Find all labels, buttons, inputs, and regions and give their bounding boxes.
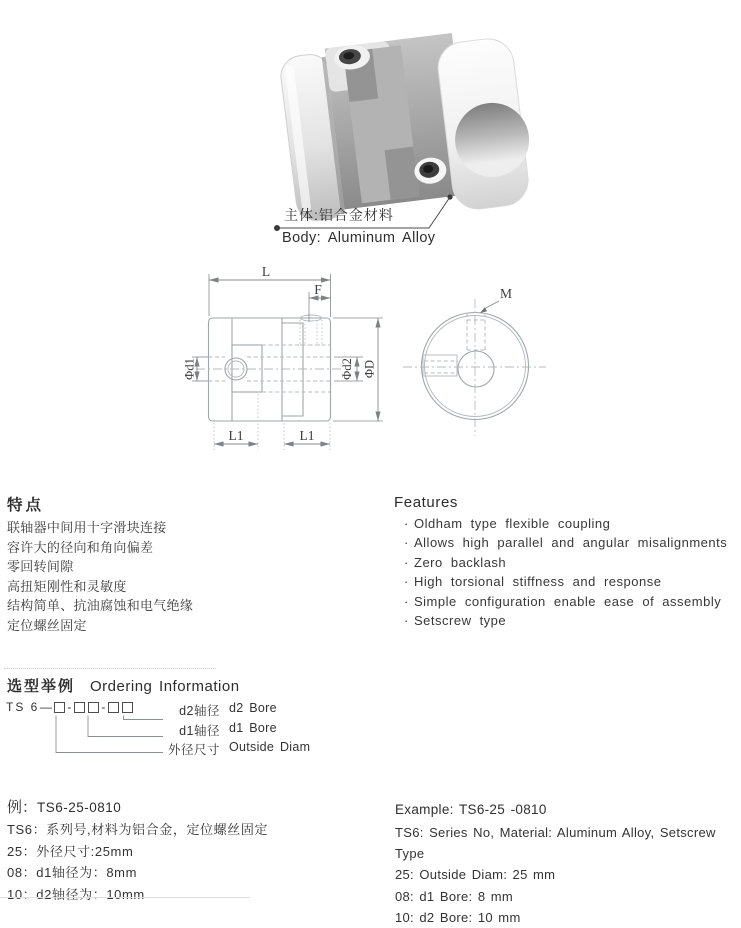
dim-label-D: ΦD — [362, 359, 377, 379]
body-material-label-en: Body: Aluminum Alloy — [282, 230, 436, 246]
example-title-en: Example: TS6-25 -0810 — [395, 802, 547, 817]
feature-item-en: · Oldham type flexible coupling — [404, 514, 727, 533]
series-prefix: TS 6 — [6, 700, 40, 714]
dim-label-F: F — [314, 282, 322, 297]
body-material-label-zh: 主体:铝合金材料 — [284, 207, 394, 223]
dash: - — [67, 700, 72, 714]
technical-drawing — [180, 255, 560, 460]
ordering-heading — [7, 675, 240, 696]
example-line-en: TS6: Series No, Material: Aluminum Alloy, Setscrew Type — [395, 825, 716, 862]
bullet-icon: · — [404, 554, 409, 570]
ordering-row-d2: d2轴径 d2 Bore — [179, 701, 277, 718]
coupling-body-photo — [278, 25, 537, 231]
feature-item-zh: 高扭矩刚性和灵敏度 — [7, 578, 127, 594]
features-list-zh — [7, 518, 193, 635]
bullet-icon: · — [404, 535, 409, 551]
front-view-drawing — [403, 286, 546, 436]
feature-item-zh: 定位螺丝固定 — [7, 617, 87, 633]
features-heading-en: Features — [394, 494, 458, 511]
bullet-icon: · — [404, 593, 409, 609]
dimension-lines — [183, 264, 384, 444]
section-divider — [4, 668, 216, 669]
example-line-en: 10: d2 Bore: 10 mm — [395, 909, 521, 925]
feature-item-en: · Allows high parallel and angular misalignments — [404, 533, 727, 552]
features-list-en — [404, 514, 727, 630]
dim-label-L1-left: L1 — [228, 428, 244, 443]
feature-item-en: · Zero backlash — [404, 553, 727, 572]
dim-label-d2: Φd2 — [340, 358, 354, 380]
example-line-en: 08: d1 Bore: 8 mm — [395, 888, 514, 904]
dim-label-d1: Φd1 — [182, 358, 197, 380]
dim-label-L: L — [261, 264, 271, 279]
dim-label-L1-right: L1 — [299, 428, 315, 443]
bullet-icon: · — [404, 613, 409, 629]
example-lines-en — [395, 822, 741, 928]
front-bore-circle — [458, 351, 494, 387]
example-line-zh: TS6：系列号,材料为铝合金，定位螺丝固定 — [7, 822, 269, 837]
features-heading-zh: 特点 — [7, 497, 45, 514]
dash: - — [101, 700, 106, 714]
side-view-drawing — [196, 315, 344, 450]
ordering-row-d1: d1轴径 d1 Bore — [179, 721, 277, 738]
feature-item-en: · Setscrew type — [404, 611, 727, 630]
dash-long: — — [39, 700, 52, 714]
example-title-zh: 例： TS6-25-0810 — [7, 799, 122, 816]
feature-item-zh: 联轴器中间用十字滑块连接 — [7, 520, 167, 535]
dim-label-M: M — [500, 286, 513, 301]
bullet-icon: · — [404, 574, 409, 590]
feature-item-en: · Simple configuration enable ease of assembly — [404, 592, 727, 611]
feature-item-zh: 容许大的径向和角向偏差 — [7, 539, 154, 555]
feature-item-en: · High torsional stiffness and response — [404, 572, 727, 591]
bullet-icon: · — [404, 516, 409, 531]
page-bottom-rule — [0, 897, 250, 898]
ordering-heading-en: Ordering Information — [90, 678, 240, 695]
example-line-zh: 25：外径尺寸:25mm — [7, 843, 134, 859]
feature-item-zh: 结构简单、抗油腐蚀和电气绝缘 — [7, 598, 194, 613]
feature-item-zh: 零回转间隙 — [7, 559, 74, 574]
example-lines-zh — [7, 819, 268, 905]
ordering-row-od: 外径尺寸 Outside Diam — [167, 740, 311, 757]
example-line-en: 25: Outside Diam: 25 mm — [395, 867, 556, 883]
ordering-heading-zh: 选型举例 — [7, 678, 76, 695]
example-line-zh: 08：d1轴径为：8mm — [7, 865, 138, 881]
example-line-zh: 10：d2轴径为：10mm — [7, 886, 145, 902]
